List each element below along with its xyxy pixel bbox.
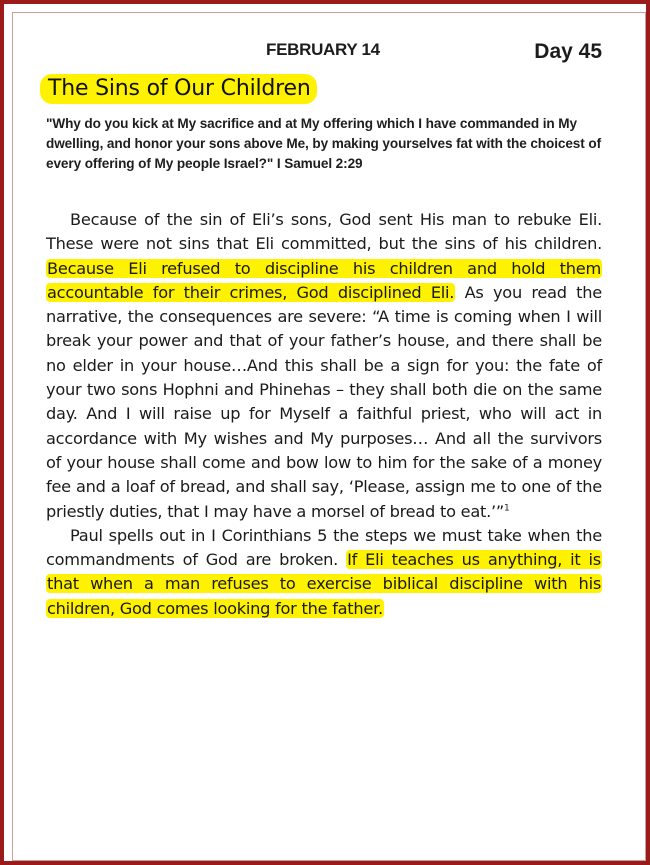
page-date: FEBRUARY 14: [266, 40, 380, 59]
footnote-marker: 1: [504, 503, 510, 514]
paragraph-2: [46, 524, 602, 621]
scripture-verse: [46, 114, 602, 174]
page-title: The Sins of Our Children: [40, 74, 317, 104]
body-text: [46, 208, 602, 621]
devotional-page: [46, 34, 602, 621]
verse-text: "Why do you kick at My sacrifice and at My offering which I have commanded in My dwelling, and honor your sons above Me, by making yourselves fat with the choicest of every offering of My people Israel?": [46, 116, 601, 171]
paragraph-1-text: Because of the sin of Eli’s sons, God sent His man to rebuke Eli. These were not sins that Eli committed, but the sins of his children.: [46, 210, 602, 254]
paragraph-1-highlight: Because Eli refused to discipline his children and hold them accountable for their crimes, God disciplined Eli.: [47, 258, 601, 302]
page-header: [46, 34, 602, 66]
title-block: [46, 74, 602, 110]
paragraph-2-highlight: If Eli teaches us anything, it is that when a man refuses to exercise biblical discipline with his children, God comes looking for the father.: [47, 550, 601, 618]
paragraph-2-text: Paul spells out in I Corinthians 5 the steps we must take when the commandments of God are broken.: [46, 525, 602, 570]
paragraph-1-quote: As you read the narrative, the consequences are severe: “A time is coming when I will break your power and that of your father’s house, and there shall be no elder in your house…And this shall be a sign for you: the fate of your two sons Hophni and Phinehas – they shall both die on the same day. And I will raise up for Myself a faithful priest, who will act in accordance with My wishes and My purposes… And all the survivors of your house shall come and bow low to him for the sake of a money fee and a loaf of bread, and shall say, ‘Please, assign me to one of the priestly duties, that I may have a morsel of bread to eat.’”: [46, 282, 602, 521]
page-day-number: Day 45: [534, 40, 602, 63]
verse-reference: I Samuel 2:29: [276, 156, 363, 171]
paragraph-1: [46, 208, 602, 524]
